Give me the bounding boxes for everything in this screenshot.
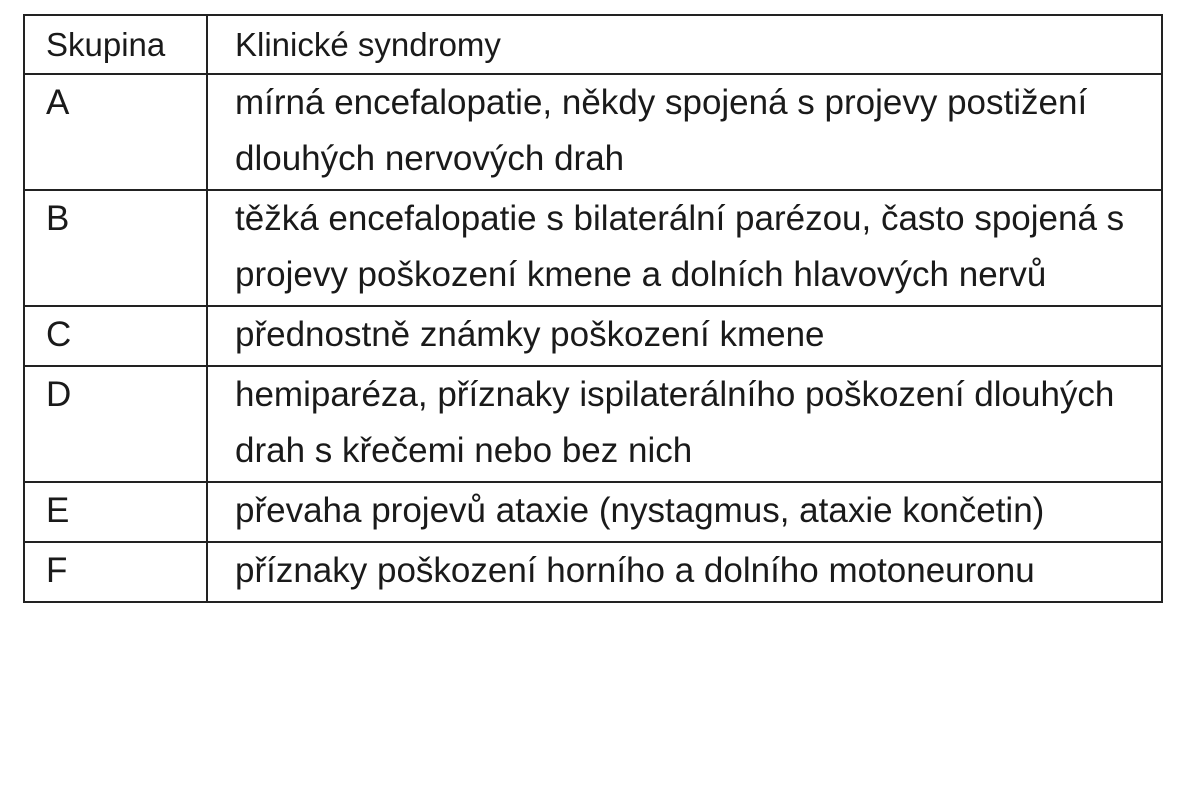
table-row	[24, 74, 1162, 190]
table-header-row	[24, 15, 1162, 74]
table-row	[24, 366, 1162, 482]
column-header-syndromes: Klinické syndromy	[207, 15, 1162, 74]
column-header-group: Skupina	[24, 15, 207, 74]
syndrome-cell: převaha projevů ataxie (nystagmus, ataxie končetin)	[207, 482, 1162, 542]
table-row	[24, 482, 1162, 542]
group-cell: A	[24, 74, 207, 190]
group-cell: F	[24, 542, 207, 602]
syndrome-cell: příznaky poškození horního a dolního motoneuronu	[207, 542, 1162, 602]
group-cell: B	[24, 190, 207, 306]
table-row	[24, 542, 1162, 602]
syndrome-cell: hemiparéza, příznaky ispilaterálního poškození dlouhých drah s křečemi nebo bez nich	[207, 366, 1162, 482]
group-cell: D	[24, 366, 207, 482]
syndrome-cell: těžká encefalopatie s bilaterální parézou, často spojená s projevy poškození kmene a dolních hlavových nervů	[207, 190, 1162, 306]
table-row	[24, 190, 1162, 306]
clinical-syndromes-table	[23, 14, 1163, 603]
group-cell: C	[24, 306, 207, 366]
syndrome-cell: mírná encefalopatie, někdy spojená s projevy postižení dlouhých nervových drah	[207, 74, 1162, 190]
syndrome-cell: přednostně známky poškození kmene	[207, 306, 1162, 366]
clinical-syndromes-table-container	[23, 14, 1161, 603]
group-cell: E	[24, 482, 207, 542]
table-row	[24, 306, 1162, 366]
